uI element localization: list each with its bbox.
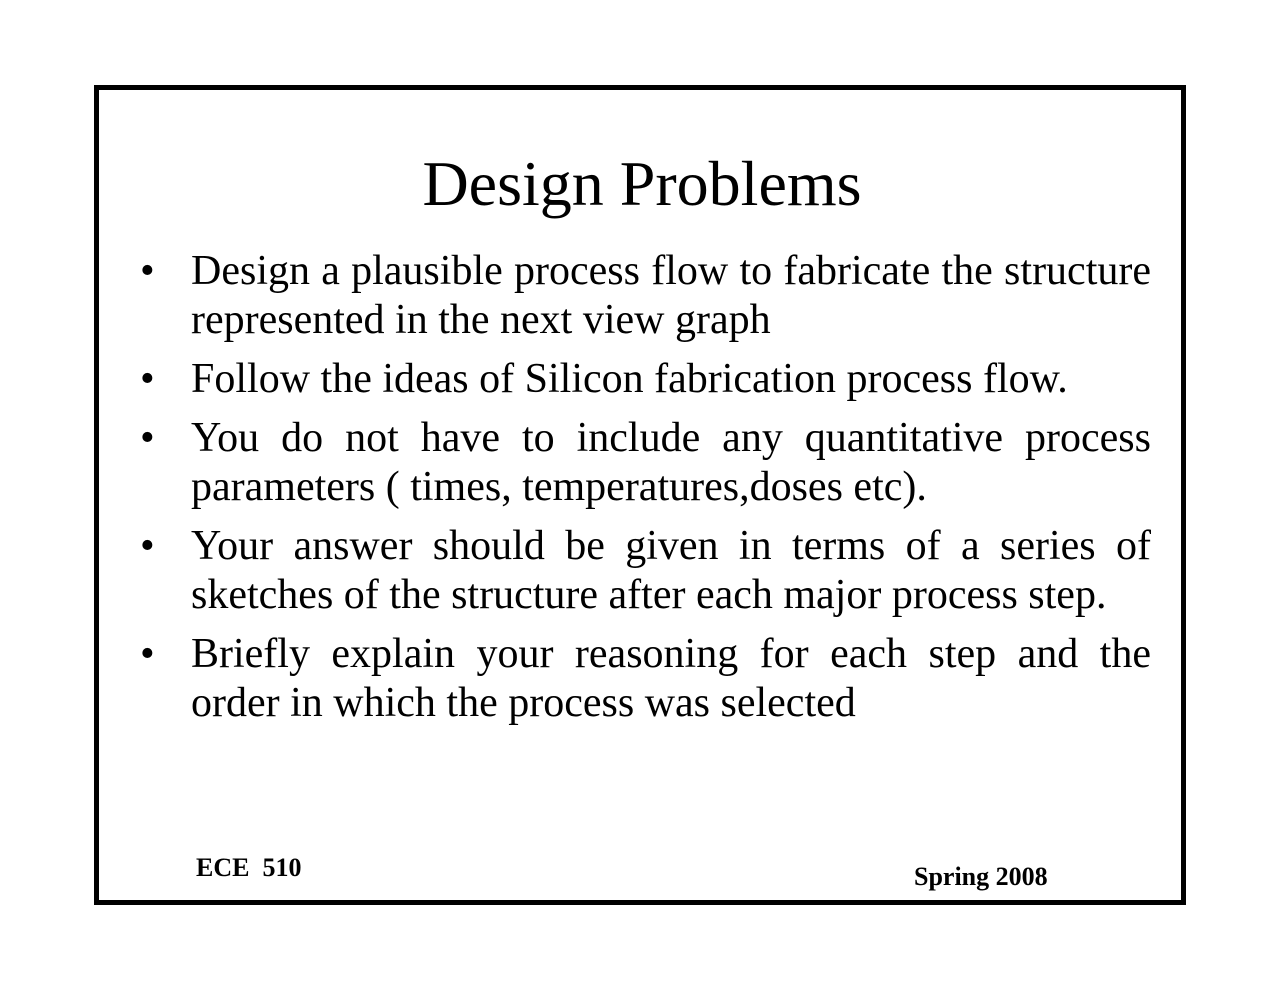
- bullet-text: Briefly explain your reasoning for each step and the order in which the process was selected: [191, 631, 1151, 726]
- bullet-text: You do not have to include any quantitative process parameters ( times, temperatures,doses etc).: [191, 415, 1151, 510]
- bullet-item: [140, 247, 1151, 345]
- bullet-icon: •: [140, 631, 155, 677]
- bullet-item: [140, 630, 1151, 728]
- bullet-item: [140, 355, 1151, 404]
- bullet-text: Follow the ideas of Silicon fabrication process flow.: [191, 356, 1068, 402]
- bullet-item: [140, 522, 1151, 620]
- term-label: Spring 2008: [914, 862, 1048, 891]
- bullet-text: Design a plausible process flow to fabricate the structure represented in the next view graph: [191, 248, 1151, 343]
- bullet-item: [140, 414, 1151, 512]
- bullet-icon: •: [140, 248, 155, 294]
- bullet-icon: •: [140, 523, 155, 569]
- bullet-list: [140, 247, 1151, 738]
- bullet-icon: •: [140, 356, 155, 402]
- course-label: ECE 510: [196, 853, 302, 882]
- bullet-text: Your answer should be given in terms of a series of sketches of the structure after each major process step.: [191, 523, 1151, 618]
- bullet-icon: •: [140, 415, 155, 461]
- slide-title: Design Problems: [422, 148, 862, 219]
